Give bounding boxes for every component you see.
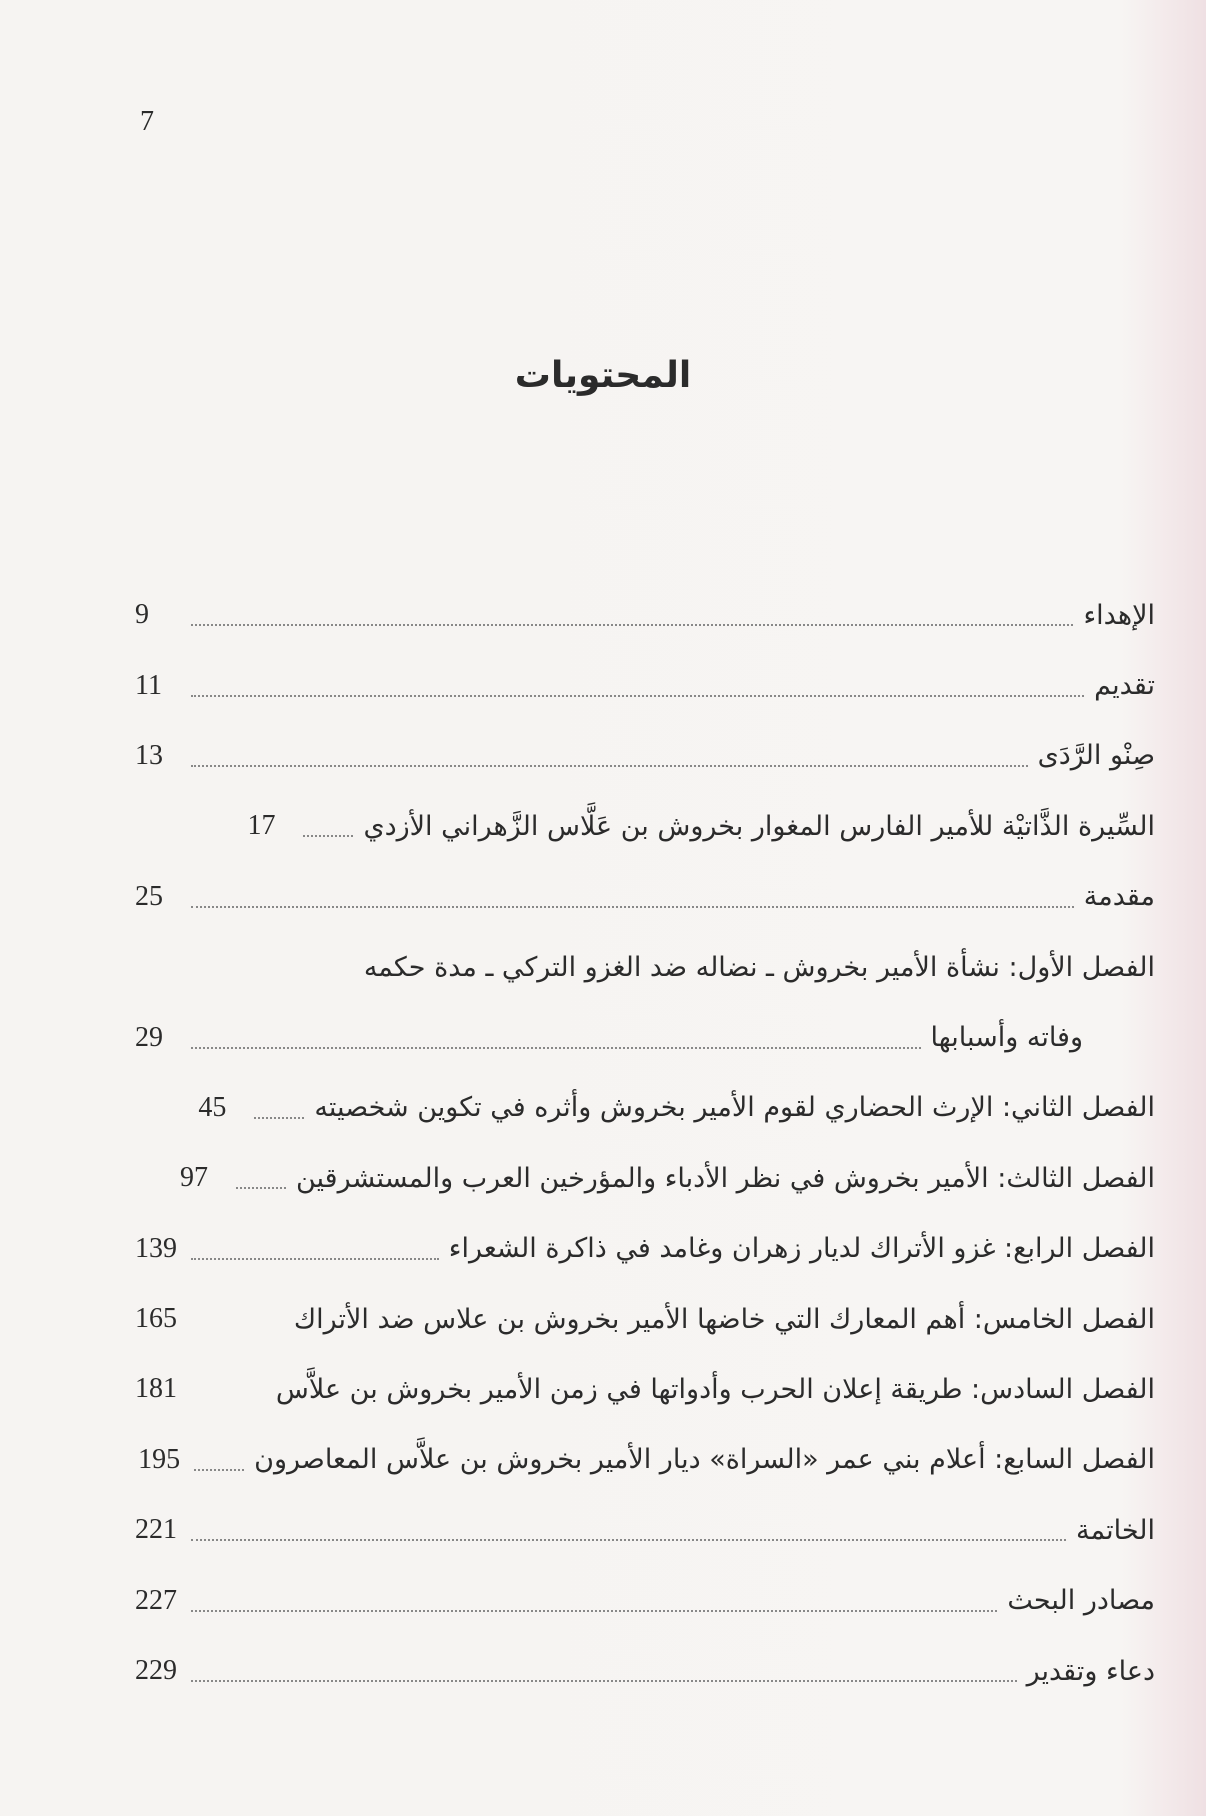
toc-entry-title: صِنْو الرَّدَى	[1037, 740, 1155, 772]
table-of-contents	[135, 580, 1155, 1706]
toc-entry-title: السِّيرة الذَّاتيْة للأمير الفارس المغوار بخروش بن عَلَّاس الزَّهراني الأزدي	[363, 810, 1155, 842]
toc-entry-title: الإهداء	[1083, 599, 1155, 631]
dot-leader	[191, 765, 1028, 767]
toc-entry-title: وفاته وأسبابها	[930, 1022, 1083, 1054]
toc-entry	[135, 1214, 1155, 1284]
dot-leader	[191, 1680, 1017, 1682]
page-title: المحتويات	[514, 355, 692, 396]
dot-leader	[254, 1117, 304, 1119]
toc-entry	[135, 932, 1155, 1002]
toc-entry	[135, 650, 1155, 720]
toc-entry-title: الفصل الرابع: غزو الأتراك لديار زهران وغامد في ذاكرة الشعراء	[448, 1233, 1155, 1265]
toc-entry-title: الفصل السابع: أعلام بني عمر «السراة» ديار الأمير بخروش بن علاَّس المعاصرون	[254, 1444, 1155, 1476]
toc-entry	[135, 721, 1155, 791]
toc-entry	[135, 1002, 1155, 1072]
toc-entry-page: 221	[135, 1514, 177, 1546]
toc-entry	[135, 580, 1155, 650]
toc-entry	[135, 1636, 1155, 1706]
toc-entry-page: 9	[135, 599, 149, 631]
toc-entry-title: تقديم	[1094, 670, 1155, 702]
toc-entry-page: 17	[247, 810, 276, 842]
toc-entry	[135, 1495, 1155, 1565]
dot-leader	[236, 1187, 286, 1189]
toc-entry-title: مقدمة	[1083, 881, 1155, 913]
toc-entry-title: الفصل الثالث: الأمير بخروش في نظر الأدباء والمؤرخين العرب والمستشرقين	[295, 1162, 1155, 1194]
toc-entry-title: دعاء وتقدير	[1026, 1655, 1155, 1687]
toc-entry-title: الخاتمة	[1076, 1514, 1155, 1546]
toc-entry-title: الفصل الأول: نشأة الأمير بخروش ـ نضاله ضد الغزو التركي ـ مدة حكمه	[363, 951, 1155, 983]
toc-entry-page: 139	[135, 1232, 177, 1264]
toc-entry-page: 181	[135, 1373, 177, 1405]
toc-entry-page: 97	[179, 1162, 208, 1194]
toc-entry	[135, 1354, 1155, 1424]
toc-entry-page: 229	[135, 1655, 177, 1687]
toc-entry-page: 13	[135, 739, 163, 771]
toc-entry-page: 25	[135, 880, 163, 912]
toc-entry-title: الفصل الثاني: الإرث الحضاري لقوم الأمير بخروش وأثره في تكوين شخصيته	[314, 1092, 1155, 1124]
toc-entry-page: 195	[138, 1443, 181, 1475]
dot-leader	[191, 695, 1084, 697]
toc-entry	[135, 1284, 1155, 1354]
toc-entry-page: 45	[198, 1091, 227, 1123]
toc-entry-page: 29	[135, 1021, 163, 1053]
toc-entry-title: الفصل الخامس: أهم المعارك التي خاضها الأمير بخروش بن علاس ضد الأتراك	[293, 1303, 1155, 1335]
toc-entry	[135, 791, 1155, 861]
toc-entry	[135, 862, 1155, 932]
dot-leader	[191, 906, 1074, 908]
page-number: 7	[140, 106, 154, 137]
toc-entry-title: مصادر البحث	[1007, 1585, 1155, 1617]
dot-leader	[194, 1469, 244, 1471]
toc-entry-page: 227	[135, 1584, 177, 1616]
toc-entry	[135, 1073, 1155, 1143]
dot-leader	[191, 1258, 439, 1260]
dot-leader	[191, 1539, 1066, 1541]
dot-leader	[191, 1047, 921, 1049]
toc-entry	[135, 1143, 1155, 1213]
dot-leader	[191, 624, 1073, 626]
dot-leader	[191, 1610, 997, 1612]
toc-entry-title: الفصل السادس: طريقة إعلان الحرب وأدواتها في زمن الأمير بخروش بن علاَّس	[275, 1373, 1155, 1405]
toc-entry	[135, 1565, 1155, 1635]
toc-entry	[135, 1425, 1155, 1495]
toc-entry-page: 11	[135, 669, 162, 701]
toc-entry-page: 165	[135, 1303, 177, 1335]
dot-leader	[303, 835, 353, 837]
